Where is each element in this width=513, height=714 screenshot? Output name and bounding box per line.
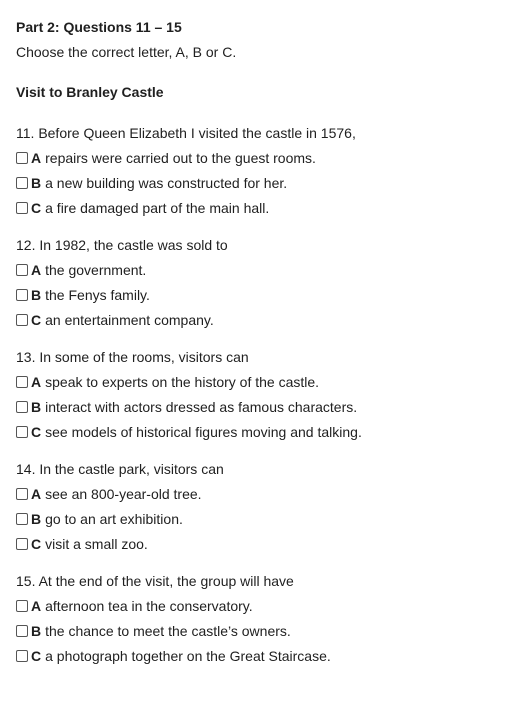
option-text: go to an art exhibition.	[45, 511, 183, 527]
option-13-c[interactable]	[16, 423, 513, 441]
option-12-c[interactable]	[16, 311, 513, 329]
option-text: the government.	[45, 262, 147, 278]
option-letter: C	[31, 200, 42, 216]
question-14	[16, 460, 513, 553]
option-14-a[interactable]	[16, 485, 513, 503]
option-11-c[interactable]	[16, 199, 513, 217]
checkbox-icon[interactable]	[16, 625, 28, 637]
option-text: a fire damaged part of the main hall.	[45, 200, 270, 216]
option-letter: B	[31, 623, 42, 639]
checkbox-icon[interactable]	[16, 513, 28, 525]
checkbox-icon[interactable]	[16, 264, 28, 276]
option-text: repairs were carried out to the guest rooms.	[45, 150, 316, 166]
option-text: visit a small zoo.	[45, 536, 148, 552]
checkbox-icon[interactable]	[16, 376, 28, 388]
question-text: 14. In the castle park, visitors can	[16, 461, 224, 477]
question-15	[16, 572, 513, 665]
option-text: speak to experts on the history of the castle.	[45, 374, 320, 390]
option-14-c[interactable]	[16, 535, 513, 553]
option-letter: A	[31, 262, 42, 278]
checkbox-icon[interactable]	[16, 538, 28, 550]
option-letter: A	[31, 486, 42, 502]
option-15-c[interactable]	[16, 647, 513, 665]
question-13	[16, 348, 513, 441]
option-11-b[interactable]	[16, 174, 513, 192]
option-text: interact with actors dressed as famous characters.	[45, 399, 358, 415]
option-13-b[interactable]	[16, 398, 513, 416]
part-title: Part 2: Questions 11 – 15	[16, 19, 182, 35]
option-11-a[interactable]	[16, 149, 513, 167]
option-text: a new building was constructed for her.	[45, 175, 288, 191]
question-text: 11. Before Queen Elizabeth I visited the castle in 1576,	[16, 125, 356, 141]
question-text: 15. At the end of the visit, the group will have	[16, 573, 294, 589]
checkbox-icon[interactable]	[16, 600, 28, 612]
option-text: afternoon tea in the conservatory.	[45, 598, 253, 614]
option-text: a photograph together on the Great Staircase.	[45, 648, 331, 664]
option-text: see an 800-year-old tree.	[45, 486, 202, 502]
option-12-b[interactable]	[16, 286, 513, 304]
question-text: 13. In some of the rooms, visitors can	[16, 349, 249, 365]
option-letter: A	[31, 598, 42, 614]
question-12	[16, 236, 513, 329]
question-text: 12. In 1982, the castle was sold to	[16, 237, 228, 253]
option-text: see models of historical figures moving and talking.	[45, 424, 362, 440]
option-12-a[interactable]	[16, 261, 513, 279]
option-13-a[interactable]	[16, 373, 513, 391]
checkbox-icon[interactable]	[16, 488, 28, 500]
option-letter: C	[31, 536, 42, 552]
option-letter: C	[31, 648, 42, 664]
option-text: the chance to meet the castle’s owners.	[45, 623, 291, 639]
option-text: an entertainment company.	[45, 312, 214, 328]
option-letter: C	[31, 312, 42, 328]
questions-list	[16, 124, 513, 665]
instructions: Choose the correct letter, A, B or C.	[16, 44, 237, 60]
option-14-b[interactable]	[16, 510, 513, 528]
option-letter: B	[31, 511, 42, 527]
checkbox-icon[interactable]	[16, 314, 28, 326]
option-letter: B	[31, 399, 42, 415]
checkbox-icon[interactable]	[16, 289, 28, 301]
question-11	[16, 124, 513, 217]
section-title: Visit to Branley Castle	[16, 84, 164, 100]
option-letter: B	[31, 175, 42, 191]
checkbox-icon[interactable]	[16, 426, 28, 438]
option-letter: C	[31, 424, 42, 440]
option-letter: A	[31, 150, 42, 166]
option-text: the Fenys family.	[45, 287, 150, 303]
checkbox-icon[interactable]	[16, 650, 28, 662]
option-letter: A	[31, 374, 42, 390]
checkbox-icon[interactable]	[16, 401, 28, 413]
option-15-b[interactable]	[16, 622, 513, 640]
checkbox-icon[interactable]	[16, 152, 28, 164]
checkbox-icon[interactable]	[16, 177, 28, 189]
option-15-a[interactable]	[16, 597, 513, 615]
checkbox-icon[interactable]	[16, 202, 28, 214]
option-letter: B	[31, 287, 42, 303]
